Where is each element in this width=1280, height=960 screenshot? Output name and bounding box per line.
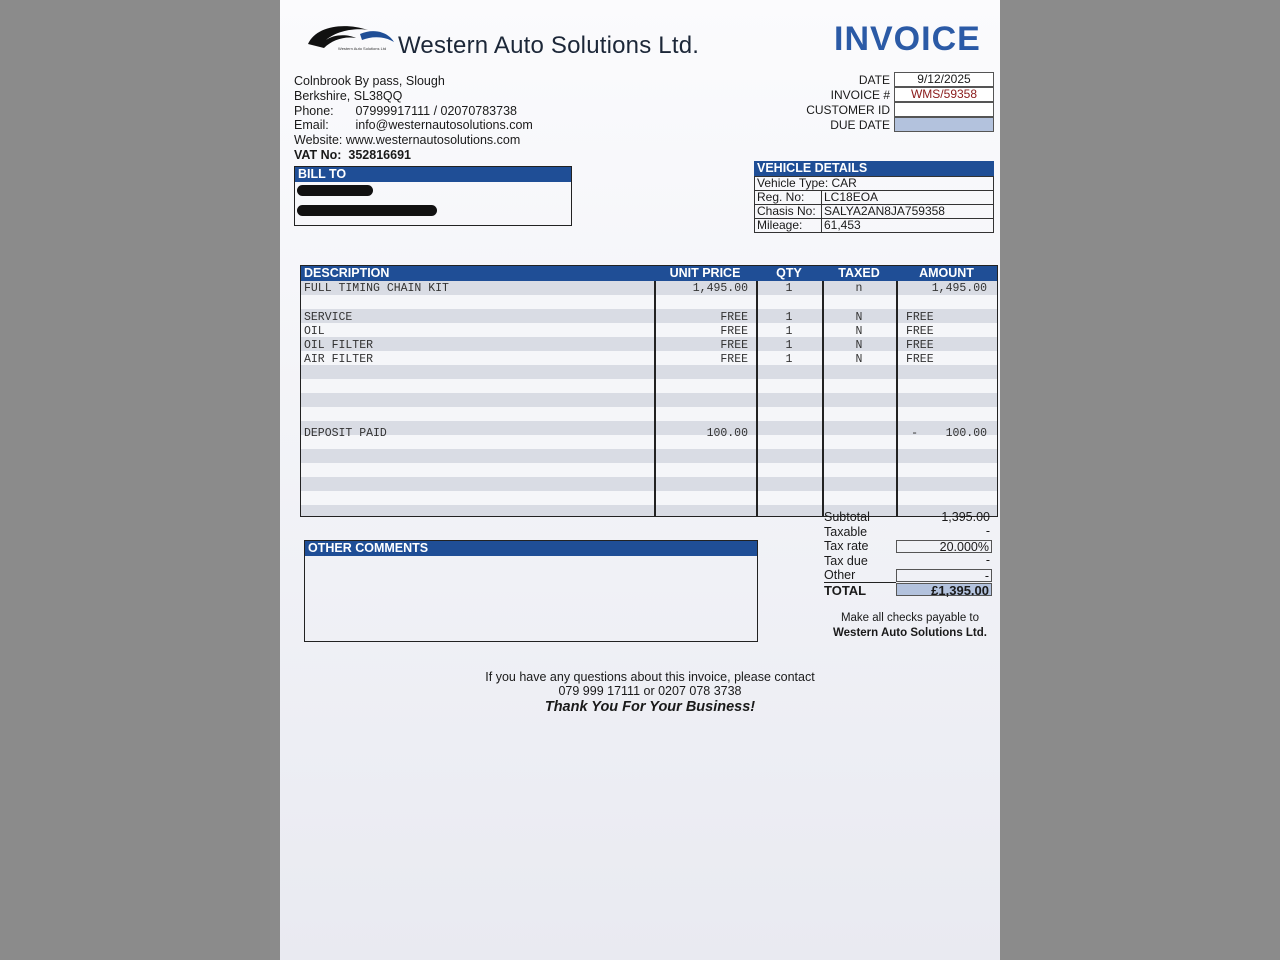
phone-row (294, 104, 533, 119)
tax-due-value: - (985, 553, 990, 568)
item-amount: 1,495.00 (931, 282, 987, 295)
mileage-value: 61,453 (822, 219, 994, 233)
mileage-label: Mileage: (755, 219, 822, 233)
website-row (294, 133, 533, 148)
tax-rate-value: 20.000% (896, 540, 992, 553)
bill-to-box (294, 166, 572, 226)
table-row (301, 325, 997, 339)
tax-due-label: Tax due (824, 553, 868, 568)
item-unit-price: FREE (720, 311, 748, 324)
vehicle-type-row (755, 177, 994, 191)
vehicle-table (754, 176, 994, 233)
item-unit-price: 1,495.00 (692, 282, 748, 295)
vat-value: 352816691 (348, 147, 411, 162)
invoice-number-label: INVOICE # (830, 87, 890, 102)
bill-to-header: BILL TO (295, 167, 571, 182)
date-label: DATE (858, 72, 890, 87)
taxable-label: Taxable (824, 524, 868, 539)
item-description: SERVICE (304, 311, 353, 324)
document-title: INVOICE (834, 20, 981, 58)
total-value: £1,395.00 (896, 583, 992, 596)
address-line1: Colnbrook By pass, Slough (294, 74, 445, 88)
payable-line1: Make all checks payable to (840, 612, 980, 624)
phone-label: Phone: (294, 103, 334, 118)
vat-row (294, 148, 533, 163)
reg-label: Reg. No: (755, 191, 822, 205)
item-qty: 1 (785, 282, 793, 295)
table-row (301, 339, 997, 353)
item-unit-price: FREE (720, 339, 748, 352)
email-label: Email: (294, 118, 329, 133)
email-value: info@westernautosolutions.com (355, 118, 533, 133)
date-row (760, 72, 994, 87)
payable-line2: Western Auto Solutions Ltd. (833, 627, 987, 639)
taxable-value: - (985, 524, 990, 539)
table-row (301, 353, 997, 367)
thank-you-message: Thank You For Your Business! (544, 699, 756, 715)
chassis-row (755, 205, 994, 219)
due-date-row (760, 117, 994, 132)
company-logo (304, 22, 396, 56)
tax-rate-row (824, 539, 992, 554)
line-items-header (301, 266, 997, 281)
footer-phone-line: 079 999 17111 or 0207 078 3738 (558, 684, 742, 698)
item-taxed: N (855, 311, 863, 324)
vehicle-details (754, 161, 994, 233)
other-row (824, 568, 992, 583)
tax-due-row (824, 554, 992, 569)
col-taxed: TAXED (838, 266, 880, 280)
col-qty: QTY (776, 266, 802, 280)
item-amount: FREE (906, 353, 934, 366)
col-amount: AMOUNT (919, 266, 974, 280)
subtotal-label: Subtotal (824, 510, 870, 525)
item-unit-price: 100.00 (706, 427, 748, 440)
customer-id-row (760, 102, 994, 117)
vehicle-details-header: VEHICLE DETAILS (754, 161, 994, 176)
company-name: Western Auto Solutions Ltd. (398, 32, 700, 59)
item-taxed (822, 427, 896, 441)
item-taxed: n (855, 282, 863, 295)
customer-id-label: CUSTOMER ID (806, 102, 890, 117)
item-qty: 1 (785, 311, 793, 324)
col-unit-price: UNIT PRICE (669, 266, 741, 280)
table-row (301, 311, 997, 325)
footer-contact-line: If you have any questions about this invoice, please contact (485, 670, 815, 684)
redacted-address (297, 205, 437, 216)
invoice-meta (760, 72, 994, 132)
vehicle-type-label: Vehicle Type: (757, 176, 829, 190)
other-comments-box (304, 540, 758, 642)
due-date-value (894, 117, 994, 132)
item-description: DEPOSIT PAID (304, 427, 387, 440)
invoice-number-value: WMS/59358 (894, 87, 994, 102)
email-row (294, 118, 533, 133)
item-amount: FREE (906, 339, 934, 352)
customer-id-value (894, 102, 994, 117)
due-date-label: DUE DATE (830, 117, 890, 132)
reg-row (755, 191, 994, 205)
redacted-name (297, 185, 373, 196)
vat-label: VAT No: (294, 147, 342, 162)
item-amount: FREE (906, 311, 934, 324)
item-description: OIL (304, 325, 325, 338)
payable-note (820, 611, 1000, 641)
other-value: - (896, 569, 992, 582)
subtotal-value: 1,395.00 (941, 509, 990, 524)
tax-rate-label: Tax rate (824, 539, 869, 554)
item-description: FULL TIMING CHAIN KIT (304, 282, 449, 295)
totals-block (824, 510, 992, 597)
other-label: Other (824, 568, 856, 583)
taxable-row (824, 525, 992, 540)
company-address (294, 74, 533, 163)
subtotal-row (824, 510, 992, 525)
reg-value: LC18EOA (822, 191, 994, 205)
item-qty: 1 (785, 353, 793, 366)
vehicle-type-value: CAR (831, 176, 857, 190)
item-amount: - 100.00 (911, 427, 987, 440)
item-qty: 1 (785, 339, 793, 352)
table-row (301, 282, 997, 296)
chassis-value: SALYA2AN8JA759358 (822, 205, 994, 219)
invoice-number-row (760, 87, 994, 102)
item-taxed: N (855, 339, 863, 352)
item-description: AIR FILTER (304, 353, 374, 366)
phone-value: 07999917111 / 02070783738 (355, 103, 517, 118)
date-value: 9/12/2025 (894, 72, 994, 87)
col-description: DESCRIPTION (304, 266, 390, 280)
item-taxed: N (855, 353, 863, 366)
item-taxed: N (855, 325, 863, 338)
invoice-paper (280, 0, 1000, 960)
table-row (301, 427, 997, 441)
website-label: Website: (294, 133, 343, 148)
total-row (824, 583, 992, 598)
item-unit-price: FREE (720, 353, 748, 366)
website-value: www.westernautosolutions.com (345, 133, 521, 148)
total-label: TOTAL (824, 582, 896, 598)
line-items-table (300, 265, 998, 517)
mileage-row (755, 219, 994, 233)
chassis-label: Chasis No: (755, 205, 822, 219)
item-amount: FREE (906, 325, 934, 338)
address-line2: Berkshire, SL38QQ (294, 88, 403, 103)
item-qty (756, 427, 822, 441)
item-unit-price: FREE (720, 325, 748, 338)
invoice-footer (430, 670, 870, 714)
other-comments-header: OTHER COMMENTS (305, 541, 757, 556)
logo-text: Western Auto Solutions Ltd (338, 46, 387, 51)
item-qty: 1 (785, 325, 793, 338)
item-description: OIL FILTER (304, 339, 374, 352)
